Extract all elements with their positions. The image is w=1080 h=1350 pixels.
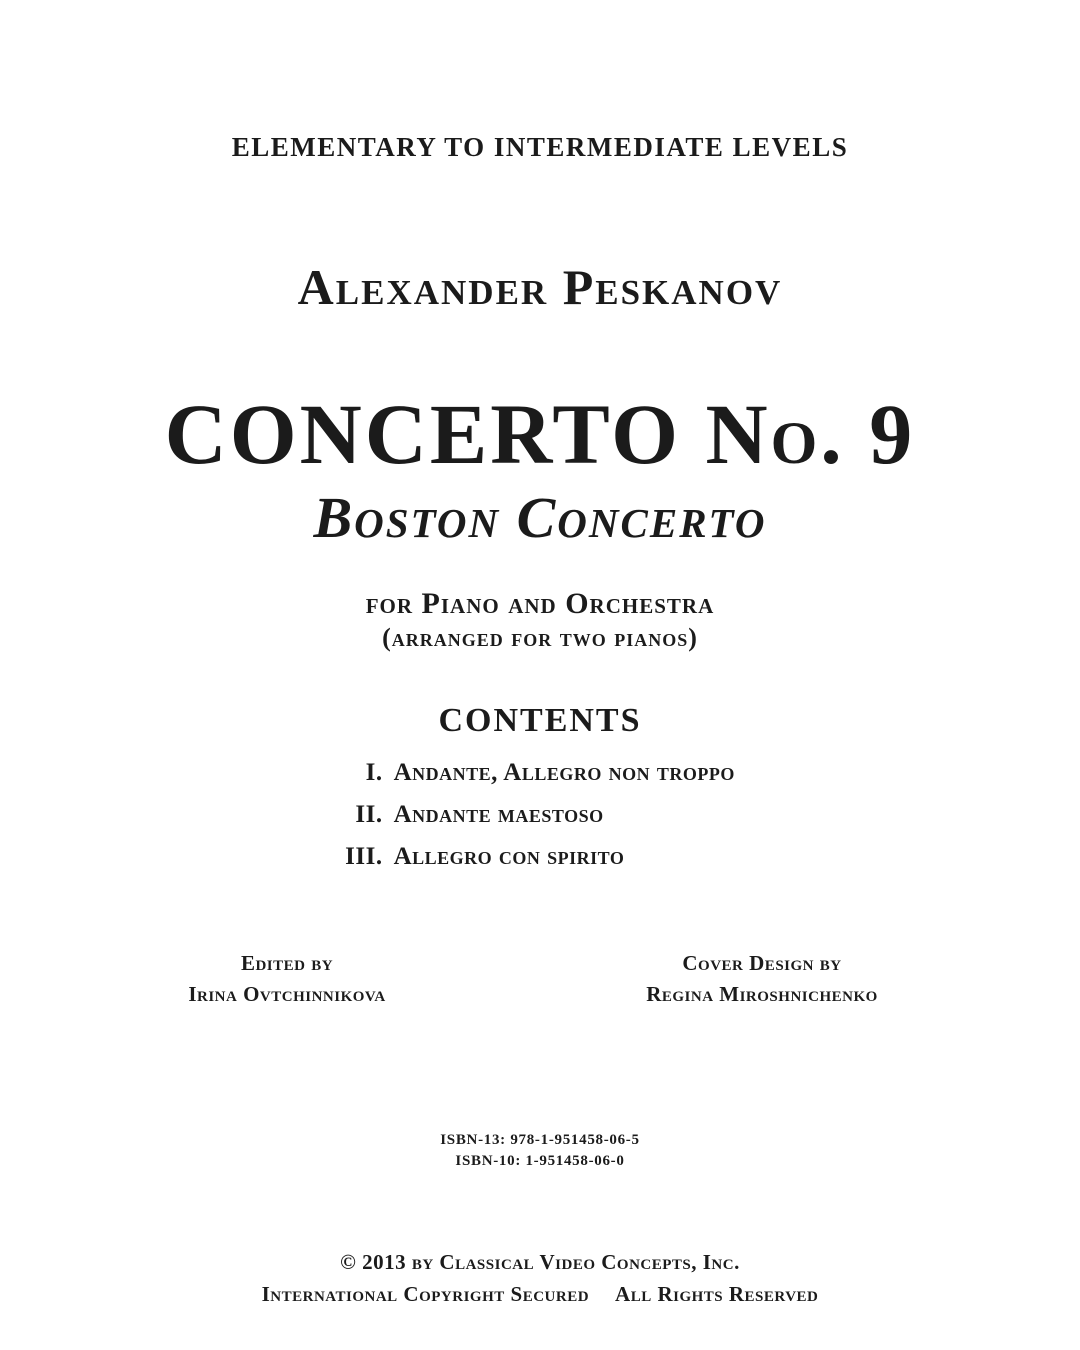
rights-reserved-text: All Rights Reserved xyxy=(615,1282,819,1306)
movement-numeral: II. xyxy=(355,801,383,828)
cover-design-credit xyxy=(562,948,962,1010)
rights-line xyxy=(0,1278,1080,1310)
cover-design-label: Cover Design by xyxy=(682,951,842,975)
cover-design-name: Regina Miroshnichenko xyxy=(646,982,878,1006)
contents-list xyxy=(345,752,735,878)
arrangement-line: (arranged for two pianos) xyxy=(382,623,698,652)
movement-title: Andante, Allegro non troppo xyxy=(393,759,735,786)
level-heading: ELEMENTARY TO INTERMEDIATE LEVELS xyxy=(231,132,849,162)
work-title: CONCERTO No. 9 xyxy=(164,386,916,482)
contents-heading: CONTENTS xyxy=(438,702,642,739)
copyright-block xyxy=(0,1246,1080,1310)
copyright-line: © 2013 by Classical Video Concepts, Inc. xyxy=(340,1250,740,1274)
isbn-block xyxy=(0,1130,1080,1172)
isbn-13-text: ISBN-13: 978-1-951458-06-5 xyxy=(440,1132,640,1148)
editor-credit xyxy=(87,948,487,1010)
instrumentation-line: for Piano and Orchestra xyxy=(365,587,715,620)
movement-numeral: I. xyxy=(365,759,383,786)
movement-title: Allegro con spirito xyxy=(393,843,625,870)
editor-label: Edited by xyxy=(240,951,334,975)
movement-title: Andante maestoso xyxy=(393,801,604,828)
isbn-10-text: ISBN-10: 1-951458-06-0 xyxy=(455,1153,625,1169)
author-name: Alexander Peskanov xyxy=(297,259,783,315)
editor-name: Irina Ovtchinnikova xyxy=(188,982,386,1006)
work-subtitle: Boston Concerto xyxy=(313,485,767,550)
movement-numeral: III. xyxy=(345,843,383,870)
copyright-secured-text: International Copyright Secured xyxy=(261,1282,590,1306)
